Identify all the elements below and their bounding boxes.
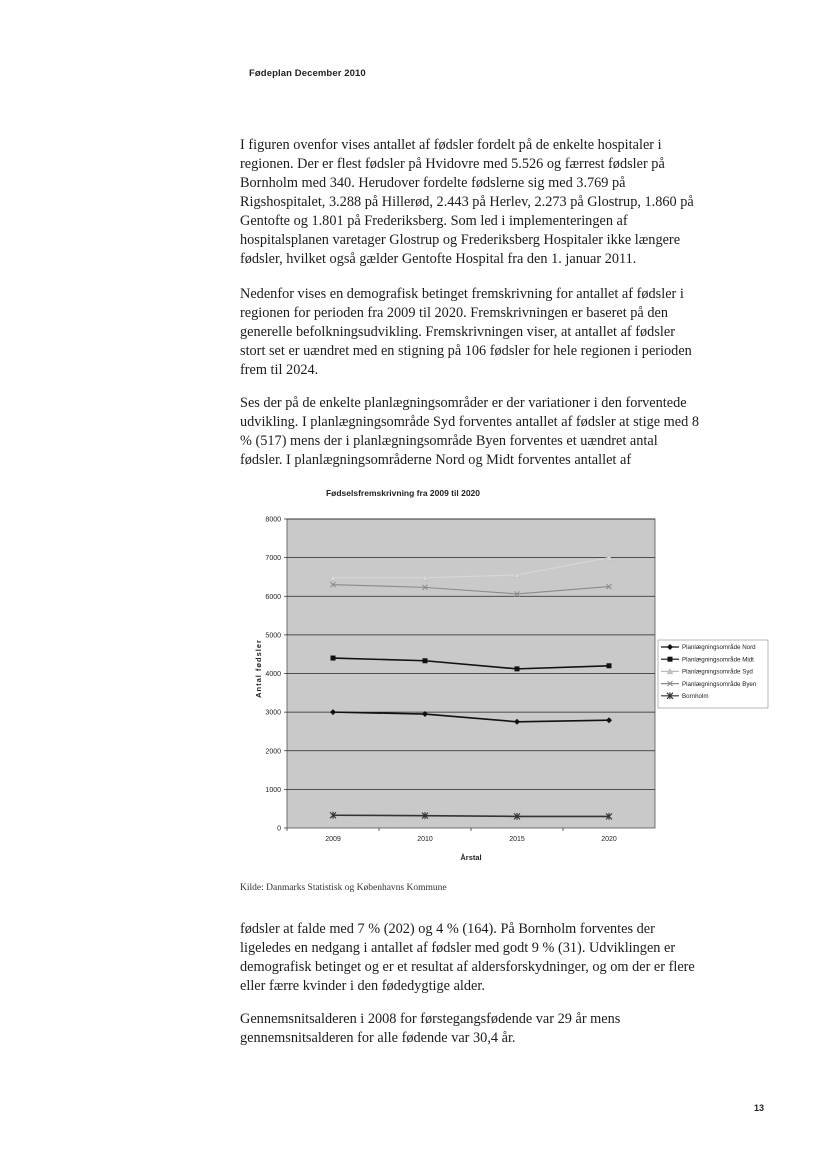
paragraph-decline: fødsler at falde med 7 % (202) og 4 % (164). På Bornholm forventes der ligeledes en nedgang i antallet af fødsler med godt 9 % (31). Udviklingen er demografisk betinget og er et resultat af aldersforskydninger, og om der er flere eller færre kvinder i den fødedygtige alder. (240, 921, 695, 994)
y-tick-label: 3000 (265, 709, 281, 717)
chart-svg (245, 482, 775, 867)
y-tick-label: 4000 (265, 671, 281, 678)
paragraph-planning-areas: Ses der på de enkelte planlægningsområder er der variationer i den forventede udvikling. I planlægningsområde Syd forventes antallet af fødsler at stige med 8 % (517) mens der i planlægningsområde Byen forventes et uændret antal fødsler. I planlægningsområderne Nord og Midt forventes antallet af (240, 395, 699, 468)
running-header: Fødeplan December 2010 (249, 68, 366, 79)
y-tick-label: 8000 (265, 516, 281, 524)
paragraph-average-age: Gennemsnitsalderen i 2008 for førstegangsfødende var 29 år mens gennemsnitsalderen for alle fødende var 30,4 år. (240, 1011, 621, 1046)
x-tick-label: 2010 (417, 836, 433, 843)
legend-label: Planlægningsområde Midt (682, 656, 754, 664)
data-point (331, 656, 336, 661)
y-tick-label: 2000 (265, 748, 281, 756)
page-number: 13 (754, 1103, 765, 1113)
paragraph-hospital-births: I figuren ovenfor vises antallet af fødsler fordelt på de enkelte hospitaler i regionen. Der er flest fødsler på Hvidovre med 5.526 og færrest fødsler på Bornholm med 340. Herudover fordelte fødslerne sig med 3.769 på Rigshospitalet, 3.288 på Hillerød, 2.443 på Herlev, 2.273 på Glostrup, 1.860 på Gentofte og 1.801 på Frederiksberg. Som led i implementeringen af hospitalsplanen varetager Glostrup og Frederiksberg Hospitaler ikke længere fødsler, hvilket også gælder Gentofte Hospital fra den 1. januar 2011. (240, 137, 694, 267)
chart-source: Kilde: Danmarks Statistisk og Københavns Kommune (240, 883, 447, 893)
paragraph-projection-intro: Nedenfor vises en demografisk betinget fremskrivning for antallet af fødsler i regionen for perioden fra 2009 til 2020. Fremskrivningen er baseret på den generelle befolkningsudvikling. Fremskrivningen viser, at antallet af fødsler stort set er uændret med en stigning på 106 fødsler for hele regionen i perioden frem til 2024. (240, 286, 692, 378)
y-tick-label: 7000 (265, 555, 281, 563)
legend-label: Planlægningsområde Byen (682, 680, 757, 688)
y-tick-label: 6000 (265, 593, 281, 601)
data-point (515, 666, 520, 671)
legend-label: Planlægningsområde Syd (682, 668, 753, 676)
legend-marker (668, 657, 673, 662)
x-tick-label: 2020 (601, 836, 617, 843)
legend-label: Planlægningsområde Nord (682, 644, 756, 652)
y-tick-label: 1000 (265, 786, 281, 794)
y-tick-label: 0 (277, 825, 281, 833)
x-tick-label: 2015 (509, 836, 525, 843)
y-axis-title: Antal fødsler (254, 639, 263, 698)
y-tick-label: 5000 (265, 632, 281, 640)
birth-projection-chart (245, 482, 775, 867)
data-point (423, 658, 428, 663)
x-axis-title: Årstal (460, 853, 482, 862)
legend-label: Bornholm (682, 693, 709, 700)
x-tick-label: 2009 (325, 836, 341, 843)
chart-title: Fødselsfremskrivning fra 2009 til 2020 (325, 488, 481, 498)
data-point (607, 663, 612, 668)
